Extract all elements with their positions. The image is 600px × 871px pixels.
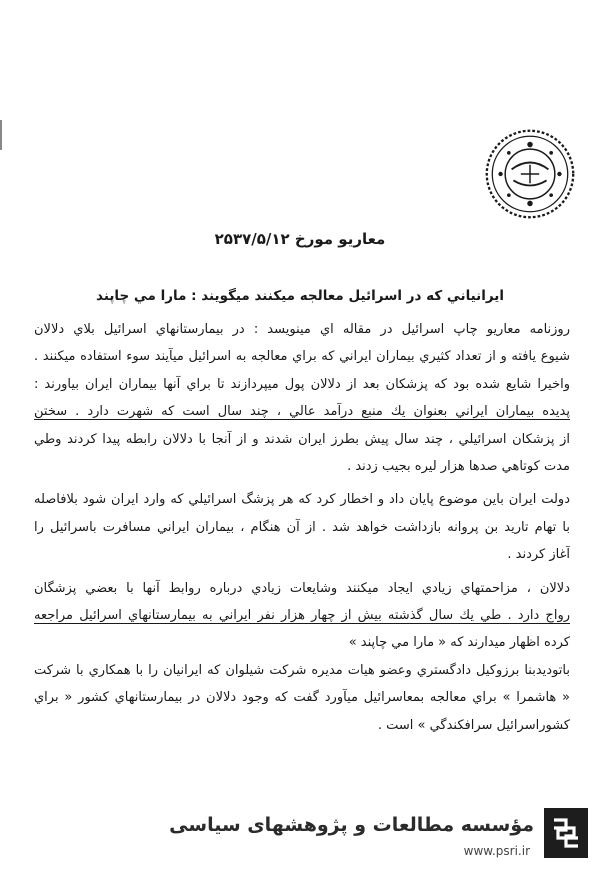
document-body xyxy=(34,316,570,739)
body-line: رواج دارد . طي يك سال گذشته بيش از چهار هزار نفر ايراني به بيمارستانهاي اسرائيل مراجعه xyxy=(34,608,570,624)
institute-logo-icon xyxy=(544,808,588,858)
body-line: « هاشمرا » براي معالجه بمعاسرائيل ميآورد گفت كه وجود دلالان در بيمارستانهاي كشور « براي xyxy=(34,690,570,706)
body-line: از پزشكان اسرائيلي ، چند سال پيش بطرز ايران شدند و از آنجا با دلالان رابطه پيدا كردند وطي xyxy=(34,431,570,447)
body-line: كرده اظهار ميدارند كه « مارا مي چاپند » xyxy=(348,635,570,651)
body-line: شيوع يافته و از تعداد كثيري بيماران ايراني كه براي معالجه به اسرائيل ميآيند سوء استفاده ميكنند . xyxy=(34,349,570,365)
body-line: دلالان ، مزاحمتهاي زيادي ايجاد ميكنند وشايعات زيادي درباره روابط آنها با بعضي پزشگان xyxy=(34,580,570,596)
institute-name: مؤسسه مطالعات و پژوهشهای سیاسی xyxy=(169,814,534,836)
body-line: روزنامه معاريو چاپ اسرائيل در مقاله اي مينويسد : در بيمارستانهاي اسرائيل بلاي دلالان xyxy=(34,322,570,337)
official-seal-icon xyxy=(484,128,576,220)
body-line: آغاز كردند . xyxy=(507,547,570,563)
body-line: كشوراسرائيل سرافكندگي » است . xyxy=(377,717,570,733)
watermark-footer xyxy=(0,808,600,871)
body-line: با تهام تاريد بن پروانه بازداشت خواهد شد . از آن هنگام ، بيماران ايراني مسافرت باسرائيل را xyxy=(34,519,570,535)
institute-url[interactable]: www.psri.ir xyxy=(463,844,530,858)
body-line: واخيرا شايع شده بود كه پزشكان بعد از دلالان پول ميپردازند تا براي آنها بيماران ايران بياورند : xyxy=(34,376,570,392)
body-line: باتوديدبنا برزوكيل دادگستري وعضو هيات مديره شركت شيلوان كه ايرانيان را با همكاري با شركت xyxy=(34,662,570,678)
body-line: دولت ايران باين موضوع پايان داد و اخطار كرد كه هر پزشگ اسرائيلي كه وارد ايران شود بلافاصله xyxy=(34,492,570,508)
scan-edge-mark xyxy=(0,120,2,150)
document-title: ايرانياني كه در اسرائيل معالجه ميكنند ميگويند : مارا مي چاپند xyxy=(96,288,504,304)
date-line: معاريو مورخ ۲۵۳۷/۵/۱۲ xyxy=(214,230,386,248)
body-line: پديده بيماران ايراني بعنوان يك منبع درآمد عالي ، چند سال است كه شهرت دارد . سختن xyxy=(34,404,570,420)
body-line: مدت كوتاهي صدها هزار ليره بجيب زدند . xyxy=(347,459,570,475)
